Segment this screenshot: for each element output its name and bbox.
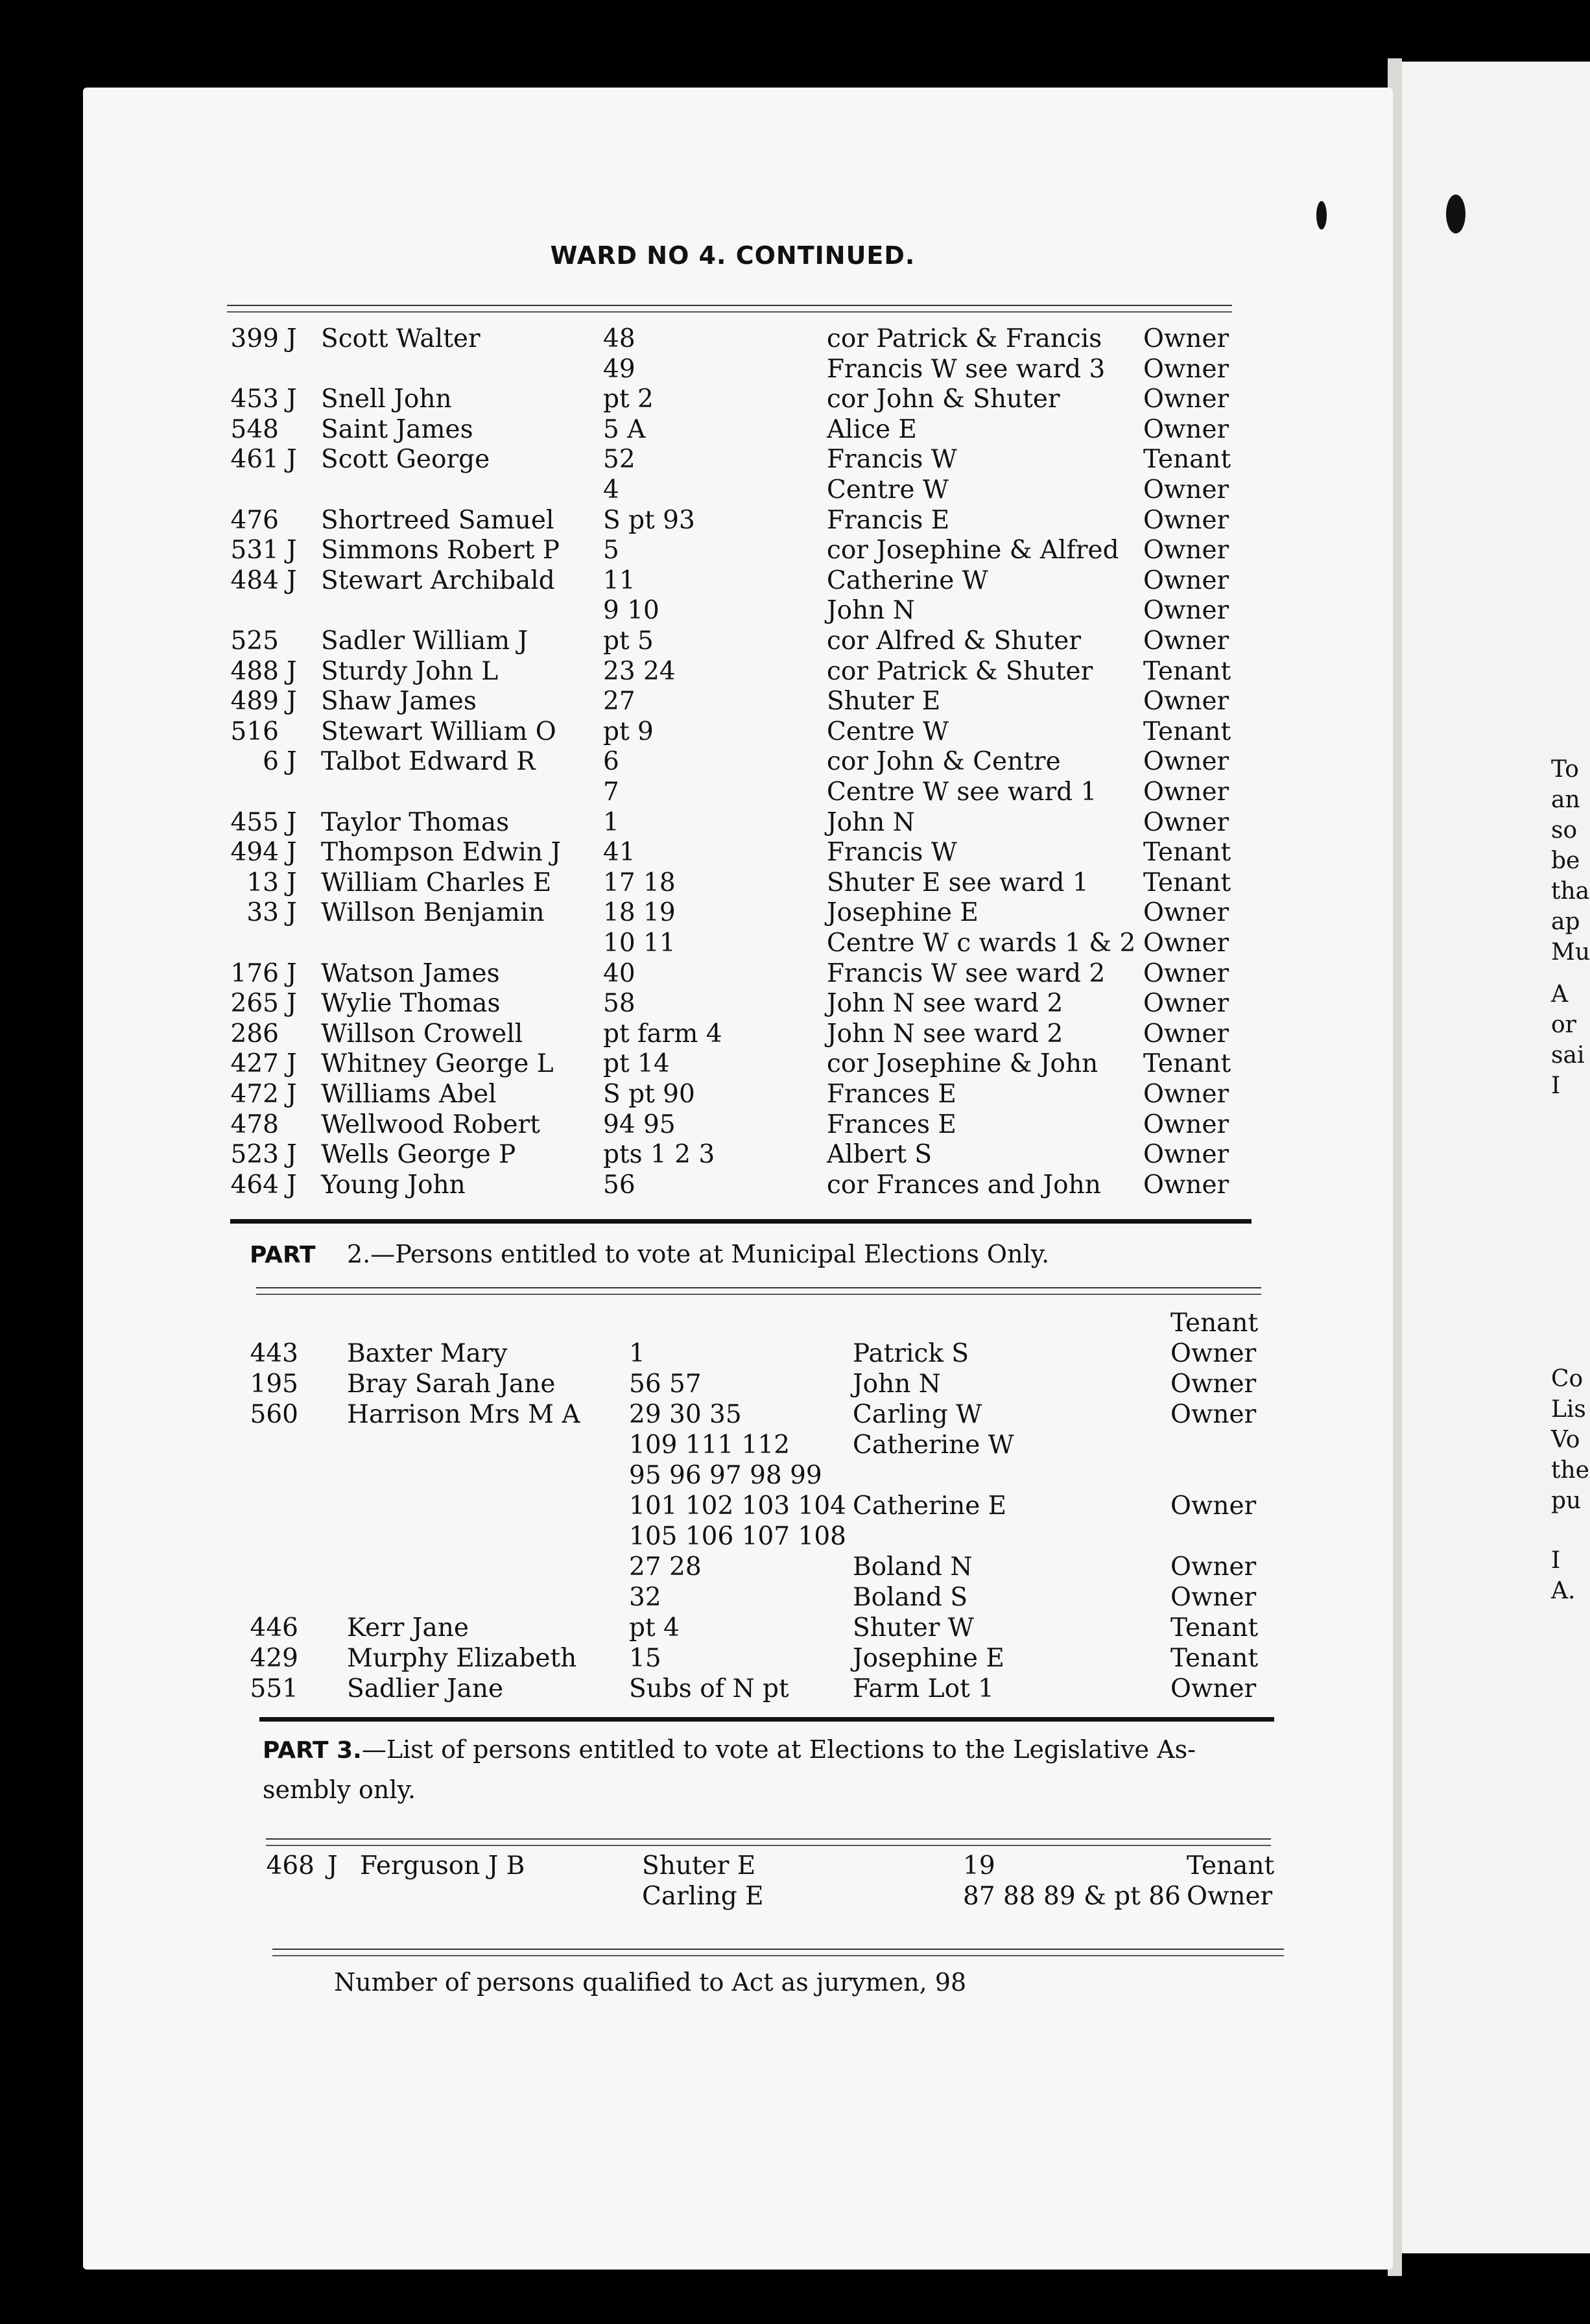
tenure-status: Owner bbox=[1143, 324, 1229, 353]
lot-number: pt 4 bbox=[629, 1613, 680, 1642]
tenure-status: Owner bbox=[1143, 1080, 1229, 1109]
lot-number: Subs of N pt bbox=[629, 1674, 789, 1703]
tenure-status: Tenant bbox=[1143, 868, 1231, 897]
voter-name: Wylie Thomas bbox=[321, 989, 501, 1019]
voter-number: 551 bbox=[250, 1674, 298, 1703]
part2-row bbox=[0, 1613, 1590, 1643]
voter-name: Taylor Thomas bbox=[321, 807, 510, 837]
tenure-status: Owner bbox=[1143, 414, 1229, 444]
tenure-status: Owner bbox=[1170, 1583, 1257, 1612]
part1-row bbox=[0, 959, 1590, 989]
ink-spot bbox=[1316, 201, 1327, 230]
part1-row bbox=[0, 1049, 1590, 1079]
street-location: Centre W bbox=[827, 475, 949, 504]
part1-row bbox=[0, 868, 1590, 898]
part2-label: PART bbox=[250, 1242, 316, 1268]
lot-number: 29 30 35 bbox=[629, 1400, 742, 1429]
street-location: cor John & Shuter bbox=[827, 385, 1060, 414]
part1-row bbox=[0, 808, 1590, 838]
voter-name: Scott Walter bbox=[321, 324, 481, 353]
voter-name: Murphy Elizabeth bbox=[347, 1644, 577, 1673]
page-title: WARD NO 4. CONTINUED. bbox=[550, 241, 916, 270]
voter-number: 484 bbox=[230, 565, 279, 595]
tenure-status: Owner bbox=[1143, 596, 1229, 626]
juror-mark: J bbox=[287, 445, 297, 475]
tenure-status: Owner bbox=[1170, 1400, 1257, 1429]
street-location: Albert S bbox=[827, 1140, 932, 1170]
street-location: Patrick S bbox=[853, 1339, 969, 1368]
voter-name: William Charles E bbox=[321, 868, 552, 897]
part1-row bbox=[0, 355, 1590, 385]
street-location: cor Josephine & Alfred bbox=[827, 536, 1119, 565]
lot-number: 95 96 97 98 99 bbox=[629, 1461, 822, 1490]
tenure-status: Tenant bbox=[1143, 717, 1231, 746]
lot-number: pt farm 4 bbox=[603, 1019, 722, 1049]
lot-number: 40 bbox=[603, 958, 635, 988]
voter-name: Kerr Jane bbox=[347, 1613, 469, 1642]
voter-name: Shaw James bbox=[321, 687, 477, 717]
voter-name: Ferguson J B bbox=[360, 1851, 525, 1880]
lot-number: pt 2 bbox=[603, 385, 654, 414]
tenure-status: Tenant bbox=[1170, 1644, 1259, 1673]
juror-mark: J bbox=[327, 1851, 338, 1880]
part2-row bbox=[0, 1430, 1590, 1460]
tenure-status: Owner bbox=[1143, 505, 1229, 535]
juror-mark: J bbox=[287, 898, 297, 928]
tenure-status: Owner bbox=[1143, 1170, 1229, 1200]
voter-name: Snell John bbox=[321, 385, 452, 414]
part2-row bbox=[0, 1309, 1590, 1338]
tenure-status: Tenant bbox=[1143, 445, 1231, 475]
juror-mark: J bbox=[287, 868, 297, 897]
street-location: Francis W see ward 2 bbox=[827, 958, 1106, 988]
adjacent-page-fragment: A. bbox=[1551, 1578, 1576, 1604]
lot-number: 15 bbox=[629, 1644, 661, 1673]
tenure-status: Owner bbox=[1143, 1109, 1229, 1139]
street-location: Farm Lot 1 bbox=[853, 1674, 994, 1703]
voter-number: 472 bbox=[230, 1080, 279, 1109]
part3-heading bbox=[263, 1730, 1196, 1809]
part1-row bbox=[0, 929, 1590, 958]
adjacent-page-fragment: A bbox=[1551, 981, 1568, 1008]
street-location: Shuter E bbox=[827, 687, 941, 717]
street-location: Boland N bbox=[853, 1552, 973, 1582]
lot-number: 5 bbox=[603, 536, 619, 565]
adjacent-page-fragment: Co bbox=[1551, 1366, 1584, 1392]
juror-mark: J bbox=[287, 656, 297, 686]
lot-number: 6 bbox=[603, 747, 619, 777]
voter-number: 6 bbox=[263, 747, 279, 777]
part1-row bbox=[0, 596, 1590, 626]
voter-name: Wellwood Robert bbox=[321, 1109, 540, 1139]
voter-name: Stewart William O bbox=[321, 717, 556, 746]
juror-mark: J bbox=[287, 1080, 297, 1109]
voter-number: 461 bbox=[230, 445, 279, 475]
street-location: Boland S bbox=[853, 1583, 968, 1612]
part1-row bbox=[0, 445, 1590, 475]
lot-number: S pt 90 bbox=[603, 1080, 695, 1109]
adjacent-page-fragment: pu bbox=[1551, 1488, 1582, 1514]
part1-row bbox=[0, 838, 1590, 868]
voter-name: Wells George P bbox=[321, 1140, 516, 1170]
tenure-status: Owner bbox=[1143, 354, 1229, 384]
lot-number: 10 11 bbox=[603, 929, 676, 958]
part2-row bbox=[0, 1370, 1590, 1399]
street-location: Francis W bbox=[827, 445, 957, 475]
part2-row bbox=[0, 1339, 1590, 1369]
voter-number: 488 bbox=[230, 656, 279, 686]
part1-row bbox=[0, 1170, 1590, 1200]
juror-mark: J bbox=[287, 747, 297, 777]
lot-number: 58 bbox=[603, 989, 635, 1019]
voter-name: Williams Abel bbox=[321, 1080, 497, 1109]
part3-label: PART 3. bbox=[263, 1737, 362, 1764]
tenure-status: Owner bbox=[1143, 898, 1229, 928]
lot-number: 1 bbox=[603, 807, 619, 837]
street-location: cor John & Centre bbox=[827, 747, 1061, 777]
voter-number: 195 bbox=[250, 1370, 298, 1399]
lot-number: 105 106 107 108 bbox=[629, 1522, 846, 1551]
voter-number: 443 bbox=[250, 1339, 298, 1368]
street-location: John N bbox=[827, 807, 915, 837]
part1-row bbox=[0, 385, 1590, 414]
part3-text-line1: —List of persons entitled to vote at Elections to the Legislative As- bbox=[361, 1735, 1196, 1764]
street-location: Centre W see ward 1 bbox=[827, 777, 1097, 807]
part1-row bbox=[0, 324, 1590, 354]
part1-row bbox=[0, 898, 1590, 928]
voter-number: 446 bbox=[250, 1613, 298, 1642]
part2-row bbox=[0, 1400, 1590, 1430]
part2-row bbox=[0, 1461, 1590, 1491]
part1-row bbox=[0, 1019, 1590, 1049]
lot-number: pt 9 bbox=[603, 717, 654, 746]
jurymen-note: Number of persons qualified to Act as jurymen, 98 bbox=[334, 1968, 967, 1997]
street-location: John N see ward 2 bbox=[827, 989, 1063, 1019]
lot-number: 49 bbox=[603, 354, 635, 384]
part2-row bbox=[0, 1644, 1590, 1674]
voter-number: 560 bbox=[250, 1400, 298, 1429]
voter-number: 33 bbox=[246, 898, 279, 928]
voter-number: 525 bbox=[230, 626, 279, 656]
voter-number: 494 bbox=[230, 838, 279, 868]
tenure-status: Owner bbox=[1143, 626, 1229, 656]
part1-row bbox=[0, 1110, 1590, 1140]
voter-number: 464 bbox=[230, 1170, 279, 1200]
lot-number: 17 18 bbox=[603, 868, 676, 897]
tenure-status: Tenant bbox=[1143, 1049, 1231, 1079]
street-location: cor Patrick & Francis bbox=[827, 324, 1102, 353]
voter-name: Willson Benjamin bbox=[321, 898, 545, 928]
tenure-status: Owner bbox=[1143, 958, 1229, 988]
voter-name: Baxter Mary bbox=[347, 1339, 508, 1368]
tenure-status: Owner bbox=[1143, 747, 1229, 777]
lot-number: 7 bbox=[603, 777, 619, 807]
part1-row bbox=[0, 687, 1590, 717]
tenure-status: Owner bbox=[1143, 989, 1229, 1019]
adjacent-page-fragment: tha bbox=[1551, 878, 1590, 905]
lot-number: 23 24 bbox=[603, 656, 676, 686]
tenure-status: Owner bbox=[1143, 687, 1229, 717]
voter-name: Simmons Robert P bbox=[321, 536, 560, 565]
tenure-status: Owner bbox=[1143, 1019, 1229, 1049]
tenure-status: Owner bbox=[1170, 1674, 1257, 1703]
lot-number: 41 bbox=[603, 838, 635, 868]
street-location: Catherine W bbox=[827, 565, 988, 595]
voter-name: Bray Sarah Jane bbox=[347, 1370, 556, 1399]
voter-name: Whitney George L bbox=[321, 1049, 554, 1079]
lot-number: 32 bbox=[629, 1583, 661, 1612]
voter-name: Watson James bbox=[321, 958, 500, 988]
voter-number: 453 bbox=[230, 385, 279, 414]
tenure-status: Owner bbox=[1170, 1552, 1257, 1582]
lot-number: 101 102 103 104 bbox=[629, 1491, 846, 1521]
street-location: Frances E bbox=[827, 1080, 956, 1109]
voter-number: 286 bbox=[230, 1019, 279, 1049]
voter-number: 429 bbox=[250, 1644, 298, 1673]
juror-mark: J bbox=[287, 958, 297, 988]
voter-number: 399 bbox=[230, 324, 279, 353]
voter-name: Shortreed Samuel bbox=[321, 505, 554, 535]
tenure-status: Owner bbox=[1143, 807, 1229, 837]
juror-mark: J bbox=[287, 807, 297, 837]
tenure-status: Owner bbox=[1143, 475, 1229, 504]
voter-number: 468 bbox=[266, 1851, 314, 1880]
tenure-status: Owner bbox=[1143, 777, 1229, 807]
part2-end-rule bbox=[259, 1717, 1274, 1722]
voter-number: 523 bbox=[230, 1140, 279, 1170]
adjacent-page-fragment: the bbox=[1551, 1457, 1589, 1484]
part2-row bbox=[0, 1583, 1590, 1613]
part1-row bbox=[0, 566, 1590, 596]
adjacent-page-fragment: I bbox=[1551, 1073, 1561, 1099]
voter-number: 476 bbox=[230, 505, 279, 535]
voter-name: Stewart Archibald bbox=[321, 565, 555, 595]
lot-number: 1 bbox=[629, 1339, 645, 1368]
tenure-status: Tenant bbox=[1143, 838, 1231, 868]
ink-spot bbox=[1446, 195, 1465, 233]
voter-number: 427 bbox=[230, 1049, 279, 1079]
part1-row bbox=[0, 989, 1590, 1019]
street-location: Catherine E bbox=[853, 1491, 1007, 1521]
tenure-status: Tenant bbox=[1187, 1851, 1275, 1880]
tenure-status: Owner bbox=[1143, 929, 1229, 958]
part2-row bbox=[0, 1552, 1590, 1582]
street-location: Centre W bbox=[827, 717, 949, 746]
part1-row bbox=[0, 415, 1590, 445]
juror-mark: J bbox=[287, 989, 297, 1019]
adjacent-page-fragment: Mu bbox=[1551, 939, 1590, 966]
part1-row bbox=[0, 536, 1590, 565]
street-location: Shuter E bbox=[642, 1851, 756, 1880]
voter-name: Talbot Edward R bbox=[321, 747, 536, 777]
juror-mark: J bbox=[287, 1170, 297, 1200]
voter-number: 548 bbox=[230, 414, 279, 444]
part3-rule bbox=[266, 1838, 1271, 1846]
voter-number: 265 bbox=[230, 989, 279, 1019]
tenure-status: Tenant bbox=[1170, 1309, 1259, 1338]
street-location: cor Patrick & Shuter bbox=[827, 656, 1093, 686]
voter-name: Young John bbox=[321, 1170, 466, 1200]
street-location: Shuter E see ward 1 bbox=[827, 868, 1089, 897]
part1-row bbox=[0, 1140, 1590, 1170]
part2-row bbox=[0, 1522, 1590, 1552]
part1-row bbox=[0, 717, 1590, 747]
part3-row bbox=[0, 1882, 1590, 1912]
voter-name: Willson Crowell bbox=[321, 1019, 523, 1049]
voter-name: Scott George bbox=[321, 445, 490, 475]
part1-end-rule bbox=[230, 1219, 1252, 1224]
voter-name: Harrison Mrs M A bbox=[347, 1400, 580, 1429]
adjacent-page-fragment: Vo bbox=[1551, 1427, 1580, 1453]
street-location: John N see ward 2 bbox=[827, 1019, 1063, 1049]
lot-number: 11 bbox=[603, 565, 635, 595]
lot-number: 18 19 bbox=[603, 898, 676, 928]
adjacent-page-fragment: sai bbox=[1551, 1042, 1585, 1069]
lot-number: 27 28 bbox=[629, 1552, 702, 1582]
lot-number: 5 A bbox=[603, 414, 646, 444]
part2-rule bbox=[256, 1287, 1261, 1295]
street-location: Shuter W bbox=[853, 1613, 974, 1642]
juror-mark: J bbox=[287, 536, 297, 565]
part2-row bbox=[0, 1491, 1590, 1521]
tenure-status: Owner bbox=[1170, 1370, 1257, 1399]
lot-number: 27 bbox=[603, 687, 635, 717]
adjacent-page-fragment: ap bbox=[1551, 908, 1580, 935]
voter-name: Sadler William J bbox=[321, 626, 528, 656]
tenure-status: Owner bbox=[1143, 536, 1229, 565]
juror-mark: J bbox=[287, 565, 297, 595]
lot-number: 9 10 bbox=[603, 596, 659, 626]
street-location: Carling W bbox=[853, 1400, 982, 1429]
voter-number: 176 bbox=[230, 958, 279, 988]
voter-name: Sadlier Jane bbox=[347, 1674, 504, 1703]
juror-mark: J bbox=[287, 324, 297, 353]
part3-row bbox=[0, 1851, 1590, 1881]
street-location: Josephine E bbox=[827, 898, 979, 928]
adjacent-page-fragment: an bbox=[1551, 787, 1580, 813]
tenure-status: Owner bbox=[1187, 1882, 1273, 1911]
adjacent-page-fragment: Lis bbox=[1551, 1396, 1586, 1423]
street-location: cor Alfred & Shuter bbox=[827, 626, 1081, 656]
adjacent-page-fragment: so bbox=[1551, 817, 1578, 844]
lot-number: 56 57 bbox=[629, 1370, 702, 1399]
lot-number: 56 bbox=[603, 1170, 635, 1200]
voter-number: 13 bbox=[246, 868, 279, 897]
lot-number: 52 bbox=[603, 445, 635, 475]
adjacent-page-fragment: be bbox=[1551, 848, 1580, 874]
part1-row bbox=[0, 626, 1590, 656]
part1-row bbox=[0, 506, 1590, 536]
part1-row bbox=[0, 747, 1590, 777]
street-location: Francis E bbox=[827, 505, 950, 535]
voter-name: Sturdy John L bbox=[321, 656, 499, 686]
tenure-status: Tenant bbox=[1170, 1613, 1259, 1642]
voter-number: 531 bbox=[230, 536, 279, 565]
street-location: cor Josephine & John bbox=[827, 1049, 1098, 1079]
lot-number: 94 95 bbox=[603, 1109, 676, 1139]
lot-number: 19 bbox=[963, 1851, 995, 1880]
lot-number: 109 111 112 bbox=[629, 1430, 790, 1460]
street-location: Catherine W bbox=[853, 1430, 1014, 1460]
tenure-status: Owner bbox=[1170, 1491, 1257, 1521]
lot-number: 87 88 89 & pt 86 bbox=[963, 1882, 1181, 1911]
tenure-status: Owner bbox=[1143, 1140, 1229, 1170]
part1-row bbox=[0, 657, 1590, 687]
lot-number: pts 1 2 3 bbox=[603, 1140, 715, 1170]
juror-mark: J bbox=[287, 838, 297, 868]
part1-row bbox=[0, 1080, 1590, 1109]
tenure-status: Tenant bbox=[1143, 656, 1231, 686]
street-location: Francis W see ward 3 bbox=[827, 354, 1106, 384]
part1-row bbox=[0, 475, 1590, 505]
adjacent-page-fragment: or bbox=[1551, 1012, 1576, 1038]
voter-number: 489 bbox=[230, 687, 279, 717]
adjacent-page-fragment: I bbox=[1551, 1547, 1561, 1574]
lot-number: S pt 93 bbox=[603, 505, 695, 535]
part2-text: 2.—Persons entitled to vote at Municipal Elections Only. bbox=[346, 1240, 1050, 1268]
street-location: cor Frances and John bbox=[827, 1170, 1101, 1200]
lot-number: 4 bbox=[603, 475, 619, 504]
street-location: Centre W c wards 1 & 2 bbox=[827, 929, 1136, 958]
street-location: Alice E bbox=[827, 414, 917, 444]
tenure-status: Owner bbox=[1170, 1339, 1257, 1368]
voter-number: 455 bbox=[230, 807, 279, 837]
title-rule bbox=[227, 305, 1232, 313]
voter-number: 516 bbox=[230, 717, 279, 746]
juror-mark: J bbox=[287, 687, 297, 717]
lot-number: 48 bbox=[603, 324, 635, 353]
street-location: Francis W bbox=[827, 838, 957, 868]
part3-text-line2: sembly only. bbox=[263, 1775, 416, 1804]
part2-row bbox=[0, 1674, 1590, 1704]
voter-number: 478 bbox=[230, 1109, 279, 1139]
juror-mark: J bbox=[287, 1049, 297, 1079]
part1-row bbox=[0, 777, 1590, 807]
street-location: John N bbox=[827, 596, 915, 626]
part2-heading bbox=[250, 1240, 1049, 1268]
tenure-status: Owner bbox=[1143, 385, 1229, 414]
juror-mark: J bbox=[287, 1140, 297, 1170]
voter-name: Thompson Edwin J bbox=[321, 838, 562, 868]
lot-number: pt 14 bbox=[603, 1049, 670, 1079]
street-location: Frances E bbox=[827, 1109, 956, 1139]
tenure-status: Owner bbox=[1143, 565, 1229, 595]
street-location: John N bbox=[853, 1370, 941, 1399]
juror-mark: J bbox=[287, 385, 297, 414]
footer-rule bbox=[272, 1949, 1284, 1956]
street-location: Carling E bbox=[642, 1882, 764, 1911]
lot-number: pt 5 bbox=[603, 626, 654, 656]
street-location: Josephine E bbox=[853, 1644, 1004, 1673]
adjacent-page-fragment: To bbox=[1551, 756, 1579, 783]
voter-name: Saint James bbox=[321, 414, 473, 444]
